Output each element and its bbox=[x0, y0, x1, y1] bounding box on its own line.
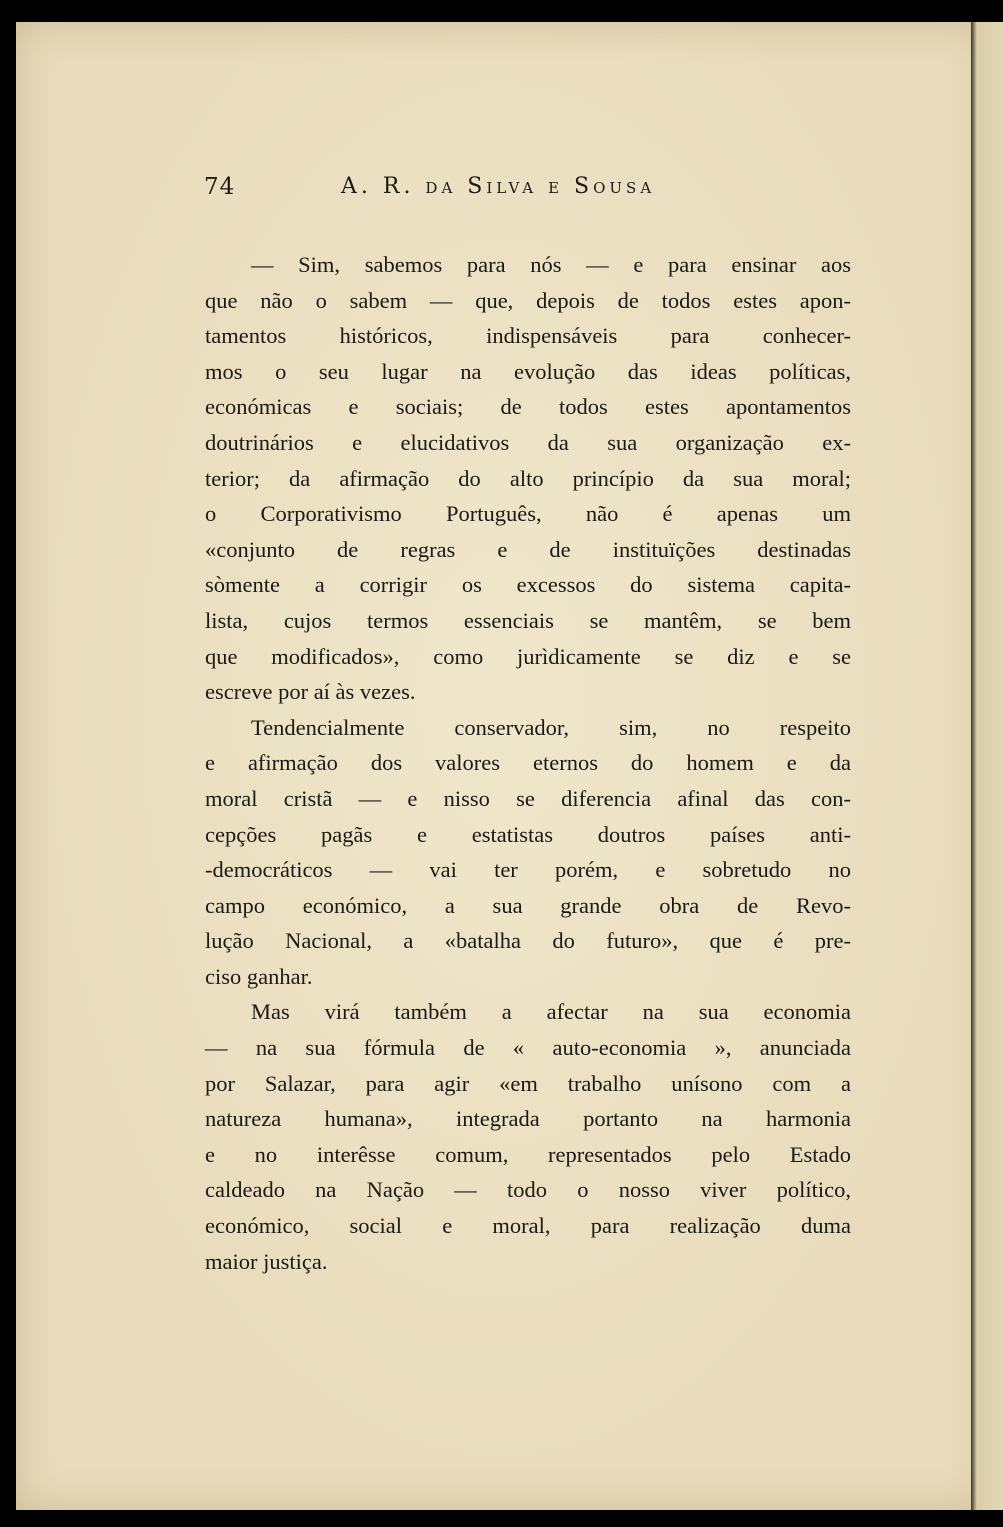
text-line: maior justiça. bbox=[205, 1248, 328, 1274]
text-line: — na sua fórmula de « auto-economia », anunciada bbox=[205, 1035, 851, 1061]
text-line: natureza humana», integrada portanto na harmonia bbox=[205, 1106, 851, 1132]
text-line: doutrinários e elucidativos da sua organização ex- bbox=[205, 429, 851, 455]
text-line: por Salazar, para agir «em trabalho unísono com a bbox=[205, 1070, 851, 1096]
text-line: mos o seu lugar na evolução das ideas políticas, bbox=[205, 358, 851, 384]
text-line: e no interêsse comum, representados pelo Estado bbox=[205, 1141, 851, 1167]
text-line: económicas e sociais; de todos estes apontamentos bbox=[205, 394, 851, 420]
text-line: moral cristã — e nisso se diferencia afinal das con- bbox=[205, 785, 851, 811]
text-line: tamentos históricos, indispensáveis para conhecer- bbox=[205, 323, 851, 349]
text-line: lução Nacional, a «batalha do futuro», que é pre- bbox=[205, 928, 851, 954]
body-text bbox=[205, 247, 851, 1279]
text-line: campo económico, a sua grande obra de Revo- bbox=[205, 892, 851, 918]
page-number: 74 bbox=[204, 174, 236, 200]
text-line: o Corporativismo Português, não é apenas um bbox=[205, 501, 851, 527]
text-line: Tendencialmente conservador, sim, no respeito bbox=[251, 714, 851, 740]
running-head: A. R. da Silva e Sousa bbox=[341, 174, 656, 199]
text-line: «conjunto de regras e de instituïções destinadas bbox=[205, 536, 851, 562]
text-line: terior; da afirmação do alto princípio da sua moral; bbox=[205, 465, 851, 491]
text-line: que não o sabem — que, depois de todos estes apon- bbox=[205, 287, 851, 313]
text-line: cepções pagãs e estatistas doutros países anti- bbox=[205, 821, 851, 847]
page-header bbox=[204, 174, 844, 208]
text-line: ciso ganhar. bbox=[205, 963, 313, 989]
text-line: escreve por aí às vezes. bbox=[205, 679, 416, 705]
text-line: sòmente a corrigir os excessos do sistema capita- bbox=[205, 572, 851, 598]
text-line: caldeado na Nação — todo o nosso viver político, bbox=[205, 1177, 851, 1203]
text-line: e afirmação dos valores eternos do homem e da bbox=[205, 750, 851, 776]
text-line: lista, cujos termos essenciais se mantêm, se bem bbox=[205, 607, 851, 633]
text-line: Mas virá também a afectar na sua economia bbox=[251, 999, 851, 1025]
text-line: que modificados», como jurìdicamente se diz e se bbox=[205, 643, 851, 669]
page-edge bbox=[971, 22, 1003, 1510]
text-line: -democráticos — vai ter porém, e sobretudo no bbox=[205, 857, 851, 883]
text-line: — Sim, sabemos para nós — e para ensinar aos bbox=[251, 252, 851, 277]
text-line: económico, social e moral, para realização duma bbox=[205, 1213, 851, 1239]
